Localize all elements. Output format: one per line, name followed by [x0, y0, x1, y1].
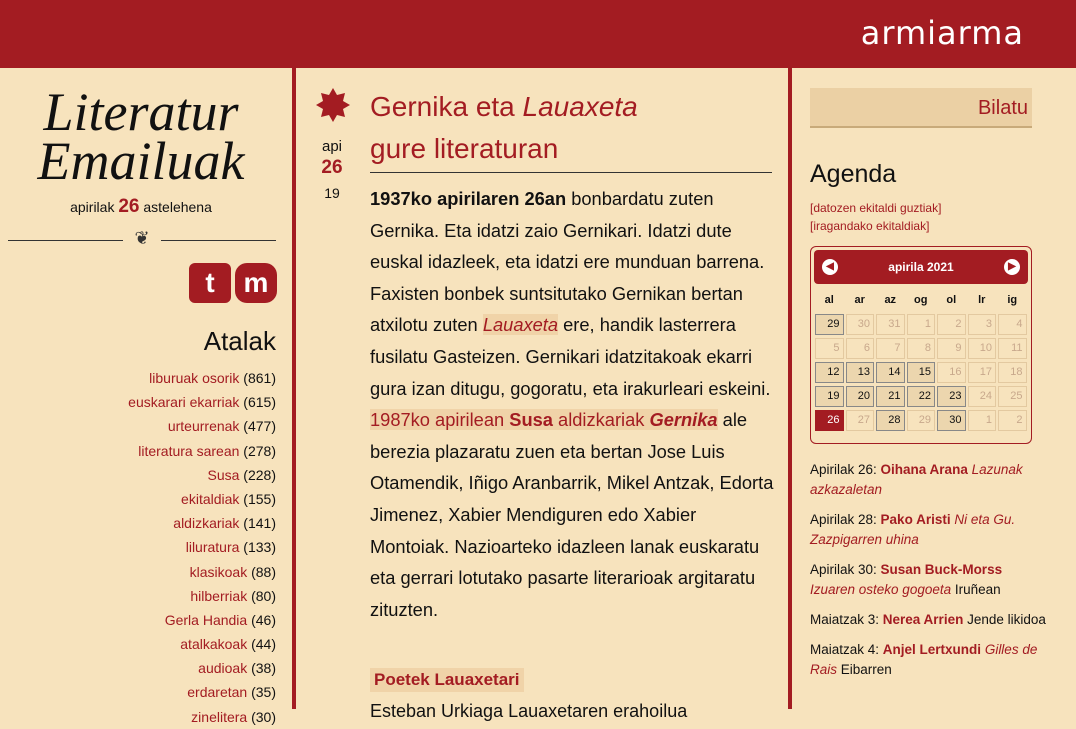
event-title[interactable]: Izuaren osteko gogoeta [810, 582, 952, 597]
section-item[interactable] [16, 366, 276, 390]
calendar-day: 7 [876, 338, 905, 359]
calendar-day: 2 [998, 410, 1027, 431]
article [296, 68, 788, 721]
section-item[interactable] [16, 656, 276, 680]
section-link[interactable]: aldizkariak [173, 515, 240, 532]
calendar-day[interactable]: 21 [876, 386, 905, 407]
calendar-day: 18 [998, 362, 1027, 383]
calendar-week [814, 313, 1028, 336]
event-person-link[interactable]: Oihana Arana [880, 462, 968, 477]
calendar-day[interactable]: 13 [846, 362, 875, 383]
calendar-header [814, 250, 1028, 284]
calendar-day: 29 [907, 410, 936, 431]
section-count: (155) [239, 490, 276, 507]
event-list [810, 460, 1050, 690]
calendar-day: 6 [846, 338, 875, 359]
calendar-day[interactable]: 30 [937, 410, 966, 431]
event-item[interactable] [810, 460, 1050, 500]
calendar-day: 4 [998, 314, 1027, 335]
calendar-weekdays [814, 287, 1028, 313]
top-bar [0, 0, 1076, 68]
weekday-label: ol [946, 294, 957, 306]
calendar-month: apirila 2021 [888, 260, 954, 274]
calendar-day[interactable]: 20 [846, 386, 875, 407]
calendar-day: 16 [937, 362, 966, 383]
calendar-grid [814, 287, 1028, 433]
section-link[interactable]: Susa [207, 466, 240, 483]
armiarma-logo[interactable]: armiarma [860, 14, 1024, 52]
calendar-day: 30 [846, 314, 875, 335]
article-body: 1937ko apirilaren 26an bonbardatu zuten Gernika. Eta idatzi zaio Gernikari. Idatzi dute euskal idazleek, eta idatzi ere munduan barrena. Faxisten bonbek suntsitutako Gernikan bertan atxilotu zuten Lauaxeta ere, handik lasterrera fusilatu Gasteizen. Gernikari idatzitakoak ekarri gura izan ditugu, gogoratu, eta irakurleari eskeini. 1987ko apirilean Susa aldizkariak Gernika ale berezia plazaratu zuen eta bertan Jose Luis Otamendik, Iñigo Aranbarrik, Mikel Antzak, Edorta Jimenez, Xabier Mendiguren edo Xabier Montoiak. Nazioarteko idazleen lanak euskaratu eta gerrari lotutako pasarte literarioak argitaratu zituzten. [370, 188, 774, 620]
event-person-link[interactable]: Anjel Lertxundi [882, 642, 982, 657]
section-count: (88) [247, 563, 276, 580]
calendar-day[interactable]: 14 [876, 362, 905, 383]
weekday-label: lr [978, 294, 986, 306]
section-item[interactable] [16, 584, 276, 608]
section-item[interactable] [16, 680, 276, 704]
section-item[interactable] [16, 439, 276, 463]
calendar-day: 31 [876, 314, 905, 335]
calendar-day[interactable]: 19 [815, 386, 844, 407]
section-link[interactable]: liburuak osorik [149, 370, 240, 386]
calendar-week [814, 409, 1028, 432]
section-link[interactable]: zinelitera [191, 708, 248, 725]
event-place: Jende likidoa [963, 612, 1046, 627]
event-title[interactable]: Ni eta Gu. Zazpigarren uhina [810, 512, 1016, 547]
section-link[interactable]: atalkakoak [180, 636, 248, 653]
section-count: (228) [239, 466, 276, 483]
sections-title: Atalak [203, 326, 276, 356]
calendar-day: 25 [998, 386, 1027, 407]
event-date: Apirilak 30: [810, 562, 881, 577]
calendar-day: 1 [968, 410, 997, 431]
calendar-day[interactable]: 22 [907, 386, 936, 407]
agenda-links [810, 199, 941, 235]
weekday-label: og [914, 294, 928, 306]
event-person-link[interactable]: Nerea Arrien [882, 612, 964, 627]
calendar-day[interactable]: 28 [876, 410, 905, 431]
lauaxeta-link[interactable]: Lauaxeta [482, 314, 559, 336]
section-count: (278) [239, 442, 276, 459]
calendar-day[interactable]: 29 [815, 314, 844, 335]
section-item[interactable] [16, 608, 276, 632]
article-subheading: Poetek Lauaxetari [370, 668, 524, 692]
section-count: (615) [239, 394, 276, 411]
site-title[interactable]: Literatur Emailuak [37, 82, 245, 191]
ornament-icon: ❦ [134, 228, 150, 248]
section-link[interactable]: literatura sarean [138, 442, 240, 459]
section-item[interactable] [16, 487, 276, 511]
section-link[interactable]: hilberriak [190, 587, 248, 604]
section-link[interactable]: audioak [198, 660, 248, 677]
event-person-link[interactable]: Pako Aristi [880, 512, 951, 527]
calendar-week [814, 361, 1028, 384]
section-link[interactable]: liluratura [185, 539, 240, 556]
section-count: (30) [247, 708, 276, 725]
section-count: (133) [239, 539, 276, 556]
section-item[interactable] [16, 632, 276, 656]
event-date: Maiatzak 3: [810, 612, 883, 627]
weekday-label: az [884, 294, 897, 306]
section-item[interactable] [16, 390, 276, 414]
section-item[interactable] [16, 463, 276, 487]
section-link[interactable]: Gerla Handia [164, 611, 248, 628]
event-item[interactable] [810, 610, 1050, 630]
section-item[interactable] [16, 535, 276, 559]
event-title[interactable]: Lazunak azkazaletan [810, 462, 1023, 497]
mastodon-icon[interactable]: m [235, 263, 277, 303]
calendar-day: 2 [937, 314, 966, 335]
event-item[interactable] [810, 640, 1050, 680]
calendar-day[interactable]: 23 [937, 386, 966, 407]
calendar-day: 10 [968, 338, 997, 359]
section-link[interactable]: erdaretan [187, 684, 248, 701]
calendar-day: 8 [907, 338, 936, 359]
article-text-cut: Esteban Urkiaga Lauaxetaren erahoilua [370, 701, 688, 721]
calendar-day: 11 [998, 338, 1027, 359]
weekday-label: ig [1007, 294, 1018, 306]
event-item[interactable] [810, 510, 1050, 550]
calendar-day: 5 [815, 338, 844, 359]
weekday-label: al [824, 294, 834, 306]
calendar-week [814, 385, 1028, 408]
ornament-divider [8, 228, 276, 248]
event-place: Eibarren [837, 662, 892, 677]
section-link[interactable]: euskarari ekarriak [128, 394, 240, 411]
event-date: Apirilak 28: [810, 512, 881, 527]
section-count: (38) [247, 660, 276, 677]
calendar [810, 246, 1032, 444]
calendar-day: 1 [907, 314, 936, 335]
right-sidebar [792, 68, 1076, 709]
left-sidebar [0, 68, 292, 725]
event-date: Apirilak 26: [810, 462, 881, 477]
starburst-icon [316, 88, 350, 122]
section-item[interactable] [16, 511, 276, 535]
calendar-day[interactable]: 12 [815, 362, 844, 383]
upcoming-events-link[interactable]: [datozen ekitaldi guztiak] [810, 201, 942, 215]
section-count: (477) [239, 418, 276, 435]
agenda-title: Agenda [810, 160, 897, 188]
next-month-icon[interactable]: ▶ [1004, 259, 1020, 275]
sections-list [16, 366, 276, 729]
section-count: (141) [239, 515, 276, 532]
susa-gernika-link[interactable]: 1987ko apirilean Susa aldizkariak Gernika [370, 409, 718, 431]
current-date: apirilak 26 astelehena [70, 196, 212, 217]
section-count: (861) [239, 370, 276, 386]
section-count: (44) [247, 636, 276, 653]
event-item[interactable] [810, 560, 1050, 600]
section-item[interactable] [16, 705, 276, 729]
twitter-icon[interactable]: t [189, 263, 231, 303]
section-link[interactable]: ekitaldiak [181, 490, 240, 507]
calendar-day: 27 [846, 410, 875, 431]
calendar-week [814, 337, 1028, 360]
event-person-link[interactable]: Susan Buck-Morss [880, 562, 1003, 577]
search-button[interactable]: Bilatu [810, 88, 1032, 128]
section-count: (46) [247, 611, 276, 628]
event-date: Maiatzak 4: [810, 642, 883, 657]
calendar-day: 9 [937, 338, 966, 359]
calendar-day[interactable]: 15 [907, 362, 936, 383]
calendar-day: 17 [968, 362, 997, 383]
past-events-link[interactable]: [iragandako ekitaldiak] [810, 219, 930, 233]
event-title[interactable]: Gilles de Rais [810, 642, 1038, 677]
article-date: api 26 19 [321, 138, 343, 201]
section-count: (80) [247, 587, 276, 604]
article-title[interactable]: Gernika eta Lauaxeta gure literaturan [370, 86, 772, 173]
weekday-label: ar [854, 294, 865, 306]
event-place: Iruñean [951, 582, 1001, 597]
calendar-day: 3 [968, 314, 997, 335]
section-link[interactable]: klasikoak [189, 563, 248, 580]
section-count: (35) [247, 684, 276, 701]
section-link[interactable]: urteurrenak [167, 418, 240, 435]
calendar-day[interactable]: 26 [815, 410, 844, 431]
calendar-day: 24 [968, 386, 997, 407]
section-item[interactable] [16, 560, 276, 584]
prev-month-icon[interactable]: ◀ [822, 259, 838, 275]
section-item[interactable] [16, 414, 276, 438]
